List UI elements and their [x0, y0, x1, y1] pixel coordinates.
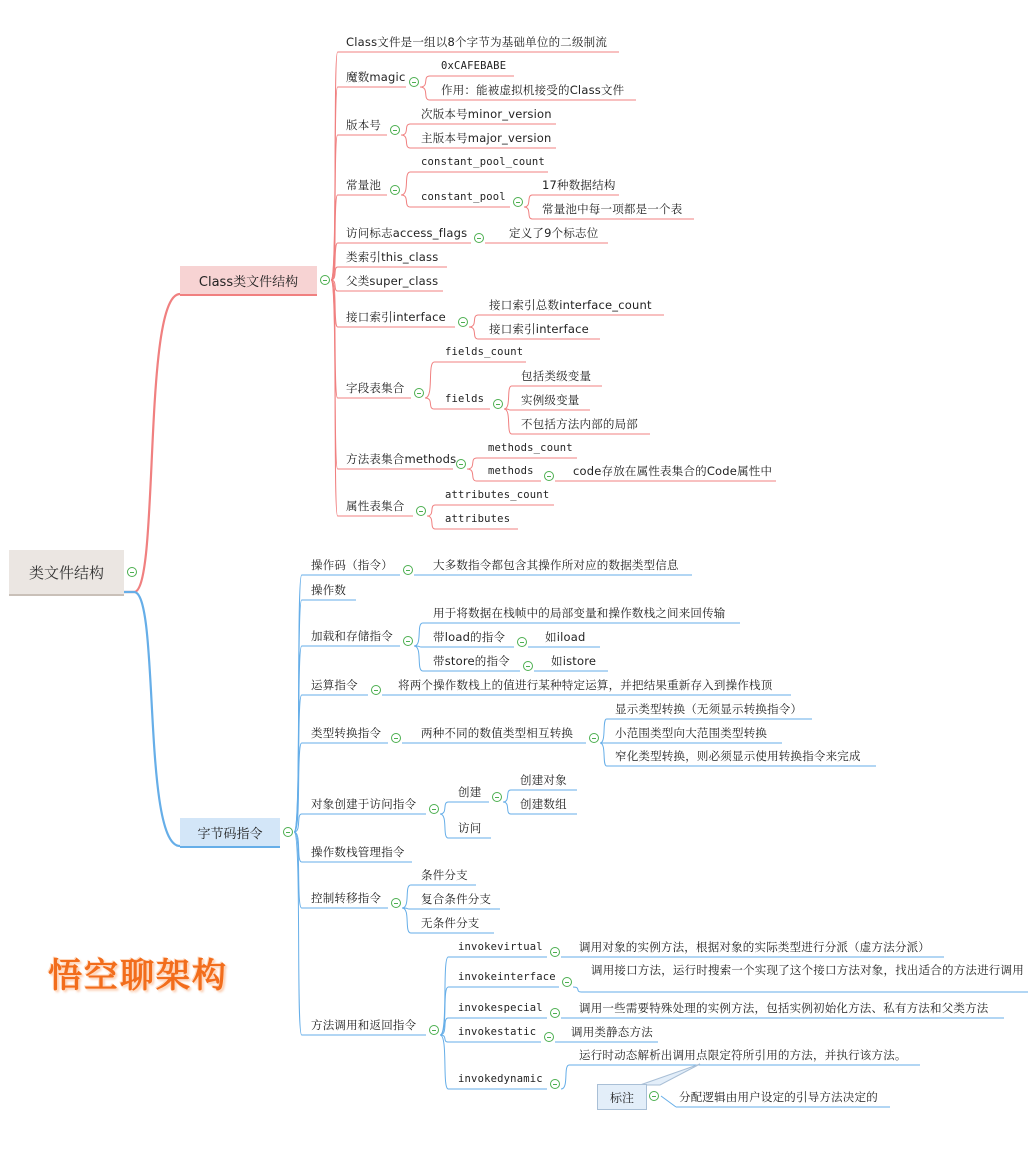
connector-line	[331, 280, 343, 398]
topic-node[interactable]	[343, 250, 453, 267]
topic-label: 方法调用和返回指令	[311, 1018, 417, 1032]
callout-note[interactable]	[597, 1084, 647, 1110]
topic-label: 不包括方法内部的局部	[521, 417, 638, 431]
topic-label: constant_pool_count	[421, 156, 545, 168]
topic-node[interactable]	[548, 654, 614, 671]
topic-label: 类索引this_class	[346, 250, 439, 264]
collapse-toggle-icon[interactable]	[429, 1025, 439, 1035]
topic-label: 调用接口方法，运行时搜索一个实现了这个接口方法对象，找出适合的方法进行调用	[591, 963, 1024, 977]
topic-node[interactable]	[612, 749, 882, 766]
root-node[interactable]	[9, 550, 124, 596]
topic-node[interactable]	[455, 1001, 553, 1018]
topic-label: 运算指令	[311, 678, 358, 692]
topic-label: 将两个操作数栈上的值进行某种特定运算，并把结果重新存入到操作栈顶	[398, 678, 773, 692]
topic-label: methods_count	[488, 442, 573, 454]
collapse-toggle-icon[interactable]	[391, 733, 401, 743]
topic-node[interactable]	[518, 369, 608, 386]
connector-line	[294, 832, 308, 908]
collapse-toggle-icon[interactable]	[403, 565, 413, 575]
topic-node[interactable]	[343, 452, 459, 469]
topic-node[interactable]	[517, 773, 583, 790]
topic-label: invokespecial	[458, 1002, 543, 1014]
topic-node[interactable]	[418, 916, 500, 933]
collapse-toggle-icon[interactable]	[523, 661, 533, 671]
collapse-toggle-icon[interactable]	[649, 1091, 659, 1101]
topic-node[interactable]	[612, 726, 788, 743]
connector-line	[124, 294, 180, 592]
topic-label: 带load的指令	[433, 630, 506, 644]
topic-node[interactable]	[343, 118, 393, 135]
connector-line	[401, 135, 418, 148]
topic-label: invokedynamic	[458, 1073, 543, 1085]
topic-node[interactable]	[486, 298, 670, 315]
topic-label: 运行时动态解析出调用点限定符所引用的方法，并执行该方法。	[579, 1048, 907, 1062]
topic-label: Class类文件结构	[198, 274, 299, 290]
topic-node[interactable]	[486, 322, 606, 339]
topic-label: 调用一些需要特殊处理的实例方法，包括实例初始化方法、私有方法和父类方法	[579, 1001, 989, 1015]
topic-label: 字段表集合	[346, 381, 405, 395]
connector-line	[294, 695, 308, 832]
collapse-toggle-icon[interactable]	[429, 804, 439, 814]
topic-label: 两种不同的数值类型相互转换	[421, 726, 574, 740]
connector-line	[331, 280, 343, 469]
connector-line	[294, 600, 308, 832]
collapse-toggle-icon[interactable]	[458, 317, 468, 327]
topic-label: 操作数栈管理指令	[311, 845, 405, 859]
collapse-toggle-icon[interactable]	[474, 233, 484, 243]
connector-line	[503, 802, 517, 814]
topic-node[interactable]	[442, 392, 496, 409]
topic-node[interactable]	[308, 583, 362, 600]
topic-node[interactable]	[568, 1025, 664, 1042]
topic-label: 类型转换指令	[311, 726, 382, 740]
topic-node[interactable]	[418, 190, 516, 207]
connector-line	[661, 1096, 676, 1107]
topic-label: 主版本号major_version	[421, 131, 552, 145]
topic-node[interactable]	[588, 964, 1033, 980]
topic-node[interactable]	[518, 393, 596, 410]
connector-line	[600, 743, 612, 766]
topic-label: 如istore	[551, 654, 597, 668]
collapse-toggle-icon[interactable]	[371, 685, 381, 695]
topic-node[interactable]	[455, 821, 497, 838]
callout-pointer	[640, 1064, 700, 1085]
topic-node[interactable]	[418, 107, 562, 124]
topic-node[interactable]	[418, 155, 554, 172]
topic-label: 调用对象的实例方法，根据对象的实际类型进行分派（虚方法分派）	[579, 940, 930, 954]
topic-node[interactable]	[418, 892, 506, 909]
topic-label: constant_pool	[421, 191, 506, 203]
root-label: 类文件结构	[28, 563, 104, 582]
connector-line	[294, 575, 308, 832]
connector-line	[414, 646, 430, 671]
branch-node[interactable]	[180, 818, 280, 848]
topic-node[interactable]	[517, 797, 583, 814]
topic-node[interactable]	[576, 1048, 926, 1065]
connector-line	[469, 327, 486, 339]
topic-label: methods	[488, 465, 534, 477]
topic-node[interactable]	[308, 1018, 432, 1035]
topic-label: 用于将数据在栈帧中的局部变量和操作数栈之间来回传输	[433, 606, 726, 620]
collapse-toggle-icon[interactable]	[493, 399, 503, 409]
topic-node[interactable]	[455, 1025, 547, 1042]
topic-node[interactable]	[308, 629, 406, 646]
connector-line	[504, 386, 518, 409]
topic-node[interactable]	[430, 558, 698, 575]
connector-line	[420, 76, 438, 87]
connector-line	[524, 195, 539, 207]
topic-label: 访问	[458, 821, 482, 835]
connector-line	[294, 814, 308, 832]
topic-node[interactable]	[395, 678, 797, 695]
topic-label: 接口索引总数interface_count	[489, 298, 652, 312]
topic-label: attributes	[445, 513, 511, 525]
connector-line	[331, 243, 343, 280]
topic-node[interactable]	[308, 845, 418, 862]
topic-node[interactable]	[418, 131, 562, 148]
topic-label: 窄化类型转换，则必须显示使用转换指令来完成	[615, 749, 861, 763]
collapse-toggle-icon[interactable]	[562, 977, 572, 987]
connector-line	[440, 814, 455, 838]
topic-label: 版本号	[346, 118, 382, 132]
connector-line	[414, 623, 430, 646]
collapse-toggle-icon[interactable]	[414, 388, 424, 398]
topic-node[interactable]	[308, 797, 432, 814]
connector-line	[402, 885, 418, 908]
connector-line	[600, 719, 612, 743]
topic-label: 大多数指令都包含其操作所对应的数据类型信息	[433, 558, 679, 572]
topic-label: 创建对象	[520, 773, 567, 787]
collapse-toggle-icon[interactable]	[409, 77, 419, 87]
topic-label: 定义了9个标志位	[509, 226, 599, 240]
topic-node[interactable]	[455, 940, 553, 957]
topic-node[interactable]	[418, 726, 592, 743]
topic-label: 访问标志access_flags	[346, 226, 468, 240]
collapse-toggle-icon[interactable]	[589, 733, 599, 743]
topic-label: invokestatic	[458, 1026, 537, 1038]
topic-label: 带store的指令	[433, 654, 510, 668]
topic-label: 字节码指令	[197, 826, 263, 842]
collapse-toggle-icon[interactable]	[550, 1079, 560, 1089]
topic-node[interactable]	[455, 1072, 553, 1089]
connector-line	[294, 646, 308, 832]
topic-node[interactable]	[506, 226, 614, 243]
connector-line	[440, 957, 455, 1035]
connector-line	[294, 832, 308, 1035]
topic-label: 无条件分支	[421, 916, 480, 930]
topic-node[interactable]	[343, 381, 417, 398]
topic-node[interactable]	[308, 726, 394, 743]
connector-line	[402, 908, 418, 909]
collapse-toggle-icon[interactable]	[550, 1008, 560, 1018]
connector-line	[440, 987, 455, 1035]
topic-label: 17种数据结构	[542, 178, 616, 192]
connector-line	[331, 52, 343, 280]
connector-line	[425, 362, 442, 398]
connector-line	[467, 469, 485, 481]
collapse-toggle-icon[interactable]	[492, 792, 502, 802]
collapse-toggle-icon[interactable]	[544, 1032, 554, 1042]
topic-node[interactable]	[442, 512, 524, 529]
connector-line	[331, 87, 343, 280]
topic-label: 次版本号minor_version	[421, 107, 552, 121]
topic-label: 小范围类型向大范围类型转换	[615, 726, 768, 740]
topic-label: 复合条件分支	[421, 892, 492, 906]
connector-line	[294, 743, 308, 832]
topic-node[interactable]	[418, 868, 482, 885]
connector-line	[524, 207, 539, 219]
connector-line	[561, 1065, 576, 1089]
connector-line	[467, 458, 485, 469]
topic-label: 对象创建于访问指令	[311, 797, 417, 811]
topic-node[interactable]	[308, 891, 394, 908]
topic-node[interactable]	[570, 464, 782, 481]
topic-label: 属性表集合	[346, 499, 405, 513]
topic-node[interactable]	[539, 202, 700, 219]
connector-line	[440, 802, 455, 814]
topic-label: 操作码（指令）	[311, 558, 393, 572]
connector-line	[573, 987, 588, 992]
connector-line	[504, 409, 518, 434]
topic-label: 父类super_class	[346, 274, 439, 288]
collapse-toggle-icon[interactable]	[391, 898, 401, 908]
callout-label: 标注	[609, 1090, 634, 1105]
topic-label: 0xCAFEBABE	[441, 60, 507, 72]
connector-line	[440, 1018, 455, 1035]
connector-line	[402, 908, 418, 933]
topic-node[interactable]	[576, 1001, 1010, 1018]
topic-label: 如iload	[545, 630, 586, 644]
topic-node[interactable]	[430, 606, 746, 623]
connector-line	[440, 1035, 455, 1089]
topic-label: 加载和存储指令	[311, 629, 393, 643]
topic-node[interactable]	[455, 970, 565, 987]
connector-line	[331, 135, 343, 280]
topic-label: fields_count	[445, 346, 524, 358]
topic-label: invokeinterface	[458, 971, 556, 983]
topic-node[interactable]	[518, 417, 656, 434]
connector-line	[401, 124, 418, 135]
connector-line	[420, 87, 438, 100]
topic-label: code存放在属性表集合的Code属性中	[573, 464, 773, 478]
connector-line	[469, 315, 486, 327]
topic-label: 操作数	[311, 583, 347, 597]
collapse-toggle-icon[interactable]	[550, 947, 560, 957]
connector-line	[331, 280, 343, 516]
topic-node[interactable]	[343, 226, 477, 243]
topic-node[interactable]	[542, 630, 606, 647]
topic-label: 创建	[458, 785, 482, 799]
topic-label: 作用：能被虚拟机接受的Class文件	[441, 83, 625, 97]
watermark-logo: 悟空聊架构	[48, 956, 228, 996]
connector-line	[331, 195, 343, 280]
collapse-toggle-icon[interactable]	[390, 125, 400, 135]
topic-label: 方法表集合methods	[346, 452, 457, 466]
connector-line	[331, 280, 343, 291]
topic-label: 包括类级变量	[521, 369, 592, 383]
collapse-toggle-icon[interactable]	[517, 637, 527, 647]
topic-node[interactable]	[343, 70, 412, 87]
topic-node[interactable]	[308, 678, 374, 695]
topic-label: Class文件是一组以8个字节为基础单位的二级制流	[346, 35, 608, 49]
topic-node[interactable]	[442, 488, 560, 505]
collapse-toggle-icon[interactable]	[456, 459, 466, 469]
topic-node[interactable]	[430, 654, 526, 671]
topic-node[interactable]	[343, 35, 625, 52]
topic-node[interactable]	[485, 464, 547, 481]
branch-node[interactable]	[180, 266, 317, 296]
collapse-toggle-icon[interactable]	[544, 471, 554, 481]
topic-node[interactable]	[438, 83, 642, 100]
collapse-toggle-icon[interactable]	[390, 185, 400, 195]
topic-label: 常量池	[346, 178, 382, 192]
collapse-toggle-icon[interactable]	[127, 567, 137, 577]
topic-label: 实例级变量	[521, 393, 580, 407]
topic-node[interactable]	[576, 940, 950, 957]
topic-label: 常量池中每一项都是一个表	[542, 202, 683, 216]
connector-line	[331, 267, 343, 280]
connector-line	[401, 172, 418, 195]
collapse-toggle-icon[interactable]	[320, 275, 330, 285]
topic-node[interactable]	[455, 785, 495, 802]
topic-label: 显示类型转换（无须显示转换指令）	[615, 702, 803, 716]
topic-node[interactable]	[612, 702, 818, 719]
topic-label: 控制转移指令	[311, 891, 382, 905]
connector-line	[427, 505, 442, 516]
connector-line	[440, 1035, 455, 1042]
topic-node[interactable]	[343, 499, 419, 516]
topic-label: 调用类静态方法	[571, 1025, 653, 1039]
topic-node[interactable]	[343, 310, 461, 327]
connector-line	[425, 398, 442, 409]
callout-text: 分配逻辑由用户设定的引导方法决定的	[679, 1090, 878, 1104]
topic-node[interactable]	[430, 630, 520, 647]
topic-label: 接口索引interface	[489, 322, 589, 336]
topic-label: fields	[445, 393, 485, 405]
connector-line	[504, 409, 518, 410]
topic-node[interactable]	[343, 178, 393, 195]
topic-node[interactable]	[308, 558, 406, 575]
connector-line	[427, 516, 442, 529]
collapse-toggle-icon[interactable]	[283, 827, 293, 837]
connector-line	[124, 592, 180, 846]
connector-line	[503, 790, 517, 802]
topic-label: 魔数magic	[346, 70, 406, 84]
collapse-toggle-icon[interactable]	[403, 636, 413, 646]
connector-line	[414, 646, 430, 647]
connector-line	[401, 195, 418, 207]
topic-label: attributes_count	[445, 489, 550, 501]
topic-node[interactable]	[485, 441, 583, 458]
connector-line	[294, 832, 308, 862]
topic-node[interactable]	[343, 274, 449, 291]
collapse-toggle-icon[interactable]	[416, 506, 426, 516]
topic-node[interactable]	[539, 178, 625, 195]
connector-line	[331, 280, 343, 327]
topic-label: 创建数组	[520, 797, 567, 811]
topic-label: 条件分支	[421, 868, 468, 882]
topic-node[interactable]	[442, 345, 532, 362]
topic-node[interactable]	[438, 59, 520, 76]
topic-label: invokevirtual	[458, 941, 543, 953]
collapse-toggle-icon[interactable]	[513, 197, 523, 207]
topic-label: 接口索引interface	[346, 310, 446, 324]
